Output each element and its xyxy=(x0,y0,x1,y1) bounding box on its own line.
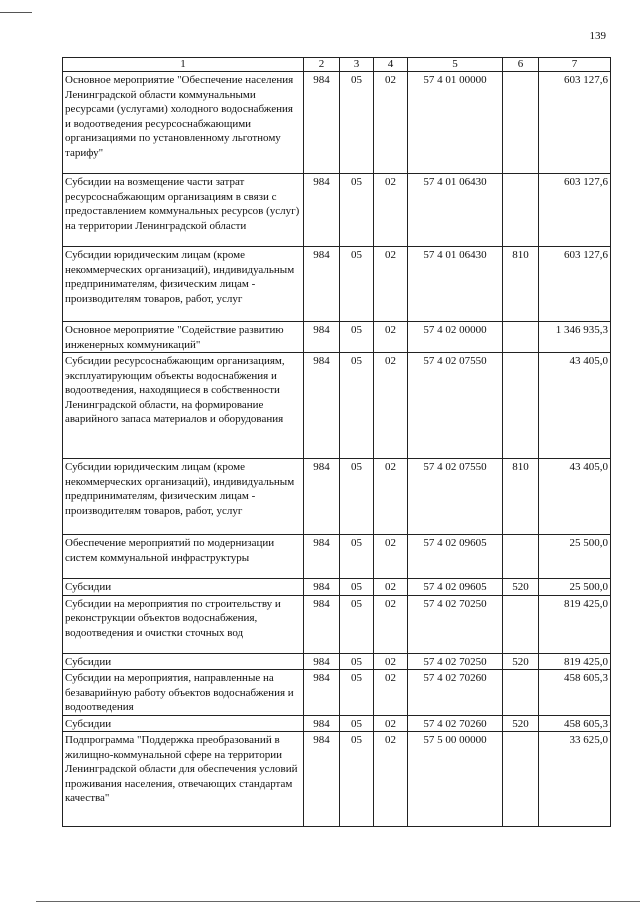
row-section: 05 xyxy=(340,732,374,827)
budget-table xyxy=(62,57,611,827)
table-row xyxy=(63,653,611,670)
row-ministry: 984 xyxy=(304,670,340,716)
row-section: 05 xyxy=(340,715,374,732)
row-ministry: 984 xyxy=(304,715,340,732)
row-name: Субсидии xyxy=(63,715,304,732)
row-expense-type xyxy=(503,732,539,827)
row-subsection: 02 xyxy=(374,353,408,459)
table-row xyxy=(63,595,611,653)
row-expense-type: 810 xyxy=(503,247,539,322)
row-amount: 603 127,6 xyxy=(539,247,611,322)
row-expense-type xyxy=(503,595,539,653)
row-subsection: 02 xyxy=(374,174,408,247)
row-name: Субсидии ресурсоснабжающим организациям, эксплуатирующим объекты водоснабжения и водоотведения, находящиеся в собственности Ленинградской области, на формирование аварийного запаса материалов и оборудования xyxy=(63,353,304,459)
row-name: Подпрограмма "Поддержка преобразований в жилищно-коммунальной сфере на территории Ленинградской области для обеспечения условий проживания населения, отвечающих стандартам качества" xyxy=(63,732,304,827)
row-section: 05 xyxy=(340,653,374,670)
row-amount: 43 405,0 xyxy=(539,459,611,535)
row-target: 57 4 02 07550 xyxy=(408,459,503,535)
row-amount: 33 625,0 xyxy=(539,732,611,827)
row-target: 57 4 02 70260 xyxy=(408,715,503,732)
row-name: Субсидии на возмещение части затрат ресурсоснабжающим организациям в связи с предоставлением коммунальных ресурсов (услуг) на территории Ленинградской области xyxy=(63,174,304,247)
row-target: 57 4 01 06430 xyxy=(408,174,503,247)
row-name: Основное мероприятие "Содействие развитию инженерных коммуникаций" xyxy=(63,322,304,353)
table-row xyxy=(63,72,611,174)
row-target: 57 4 02 00000 xyxy=(408,322,503,353)
row-expense-type: 520 xyxy=(503,653,539,670)
row-expense-type: 810 xyxy=(503,459,539,535)
row-ministry: 984 xyxy=(304,459,340,535)
header-col-7: 7 xyxy=(539,58,611,72)
row-amount: 1 346 935,3 xyxy=(539,322,611,353)
row-ministry: 984 xyxy=(304,353,340,459)
row-ministry: 984 xyxy=(304,595,340,653)
row-ministry: 984 xyxy=(304,732,340,827)
row-section: 05 xyxy=(340,535,374,579)
row-subsection: 02 xyxy=(374,247,408,322)
row-target: 57 4 02 07550 xyxy=(408,353,503,459)
row-section: 05 xyxy=(340,72,374,174)
row-subsection: 02 xyxy=(374,732,408,827)
header-col-4: 4 xyxy=(374,58,408,72)
row-amount: 819 425,0 xyxy=(539,653,611,670)
table-row xyxy=(63,579,611,596)
row-name: Основное мероприятие "Обеспечение населения Ленинградской области коммунальными ресурсами (услугами) холодного водоснабжения и водоотведения ресурсоснабжающими организациями по установленному льготному тарифу" xyxy=(63,72,304,174)
row-subsection: 02 xyxy=(374,72,408,174)
row-target: 57 4 01 06430 xyxy=(408,247,503,322)
row-subsection: 02 xyxy=(374,653,408,670)
row-amount: 458 605,3 xyxy=(539,715,611,732)
row-ministry: 984 xyxy=(304,322,340,353)
row-ministry: 984 xyxy=(304,247,340,322)
row-amount: 25 500,0 xyxy=(539,535,611,579)
row-expense-type xyxy=(503,670,539,716)
header-col-6: 6 xyxy=(503,58,539,72)
table-row xyxy=(63,174,611,247)
row-section: 05 xyxy=(340,353,374,459)
row-amount: 819 425,0 xyxy=(539,595,611,653)
row-amount: 43 405,0 xyxy=(539,353,611,459)
row-expense-type xyxy=(503,535,539,579)
row-section: 05 xyxy=(340,595,374,653)
page-number: 139 xyxy=(589,30,606,42)
row-subsection: 02 xyxy=(374,715,408,732)
table-row xyxy=(63,353,611,459)
row-section: 05 xyxy=(340,459,374,535)
row-target: 57 4 02 70250 xyxy=(408,595,503,653)
table-row xyxy=(63,670,611,716)
row-amount: 458 605,3 xyxy=(539,670,611,716)
row-subsection: 02 xyxy=(374,579,408,596)
row-name: Субсидии xyxy=(63,579,304,596)
row-expense-type xyxy=(503,72,539,174)
row-name: Субсидии юридическим лицам (кроме некоммерческих организаций), индивидуальным предпринимателям, физическим лицам - производителям товаров, работ, услуг xyxy=(63,459,304,535)
row-expense-type xyxy=(503,322,539,353)
row-section: 05 xyxy=(340,247,374,322)
row-name: Субсидии на мероприятия по строительству и реконструкции объектов водоснабжения, водоотведения и очистки сточных вод xyxy=(63,595,304,653)
row-subsection: 02 xyxy=(374,595,408,653)
row-name: Обеспечение мероприятий по модернизации систем коммунальной инфраструктуры xyxy=(63,535,304,579)
row-ministry: 984 xyxy=(304,653,340,670)
table-row xyxy=(63,535,611,579)
row-section: 05 xyxy=(340,670,374,716)
row-ministry: 984 xyxy=(304,535,340,579)
row-section: 05 xyxy=(340,579,374,596)
row-name: Субсидии xyxy=(63,653,304,670)
row-expense-type: 520 xyxy=(503,715,539,732)
table-row xyxy=(63,247,611,322)
table-row xyxy=(63,732,611,827)
row-ministry: 984 xyxy=(304,579,340,596)
bottom-rule xyxy=(36,901,640,902)
header-col-5: 5 xyxy=(408,58,503,72)
row-expense-type: 520 xyxy=(503,579,539,596)
header-col-3: 3 xyxy=(340,58,374,72)
row-subsection: 02 xyxy=(374,459,408,535)
row-expense-type xyxy=(503,353,539,459)
row-section: 05 xyxy=(340,322,374,353)
row-name: Субсидии юридическим лицам (кроме некоммерческих организаций), индивидуальным предпринимателям, физическим лицам - производителям товаров, работ, услуг xyxy=(63,247,304,322)
header-row xyxy=(63,58,611,72)
row-ministry: 984 xyxy=(304,174,340,247)
row-subsection: 02 xyxy=(374,322,408,353)
row-subsection: 02 xyxy=(374,535,408,579)
header-col-2: 2 xyxy=(304,58,340,72)
row-ministry: 984 xyxy=(304,72,340,174)
row-amount: 603 127,6 xyxy=(539,174,611,247)
row-target: 57 5 00 00000 xyxy=(408,732,503,827)
row-subsection: 02 xyxy=(374,670,408,716)
header-col-1: 1 xyxy=(63,58,304,72)
row-target: 57 4 02 09605 xyxy=(408,535,503,579)
row-target: 57 4 01 00000 xyxy=(408,72,503,174)
row-name: Субсидии на мероприятия, направленные на безаварийную работу объектов водоснабжения и водоотведения xyxy=(63,670,304,716)
row-target: 57 4 02 09605 xyxy=(408,579,503,596)
top-rule xyxy=(0,12,32,13)
table-row xyxy=(63,715,611,732)
row-target: 57 4 02 70250 xyxy=(408,653,503,670)
table-row xyxy=(63,322,611,353)
row-amount: 25 500,0 xyxy=(539,579,611,596)
table-row xyxy=(63,459,611,535)
row-target: 57 4 02 70260 xyxy=(408,670,503,716)
row-expense-type xyxy=(503,174,539,247)
row-amount: 603 127,6 xyxy=(539,72,611,174)
row-section: 05 xyxy=(340,174,374,247)
